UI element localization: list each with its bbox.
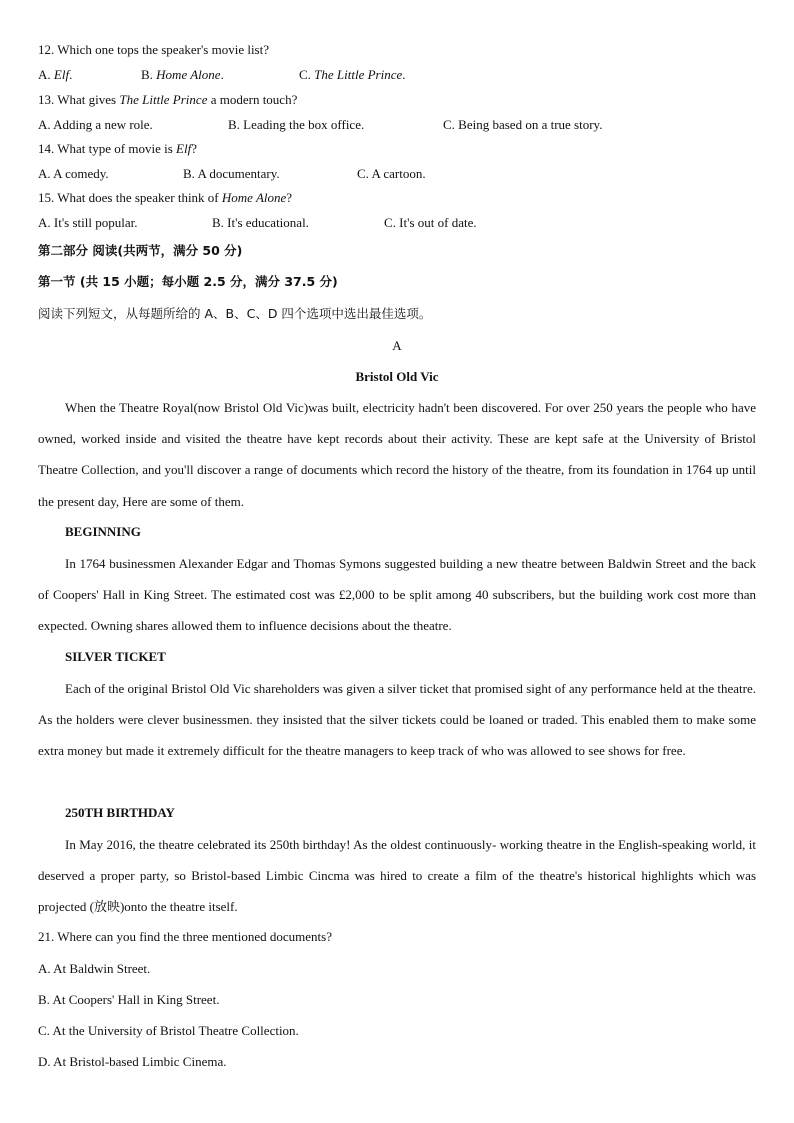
q13-option-b: B. Leading the box office.: [228, 117, 365, 132]
paragraph-silver-ticket: Each of the original Bristol Old Vic shareholders was given a silver ticket that promised sight of any performance held at the theatre. As the holders were clever businessmen. they insisted that the silver tickets could be loaned or traded. This enabled them to make some extra money but made it extremely difficult for the theatre managers to keep track of who was allowed to see shows for free.: [38, 681, 756, 759]
q21-stem: 21. Where can you find the three mentioned documents?: [38, 929, 332, 944]
paragraph-250th-birthday: In May 2016, the theatre celebrated its 250th birthday! As the oldest continuously- working theatre in the English-speaking world, it deserved a proper party, so Bristol-based Limbic Cincma was hired to create a film of the theatre's historical highlights which was projected (放映)onto the theatre itself.: [38, 837, 756, 915]
q13-option-a: A. Adding a new role.: [38, 117, 153, 132]
q14-option-a: A. A comedy.: [38, 166, 109, 181]
q13-option-c: C. Being based on a true story.: [443, 117, 603, 132]
q13-stem: 13. What gives The Little Prince a modern touch?: [38, 92, 298, 107]
q21-option-a: A. At Baldwin Street.: [38, 961, 151, 976]
reading-instruction: 阅读下列短文，从每题所给的 A、B、C、D 四个选项中选出最佳选项。: [38, 306, 432, 321]
q15-option-b: B. It's educational.: [212, 215, 309, 230]
q14-option-b: B. A documentary.: [183, 166, 280, 181]
q15-option-c: C. It's out of date.: [384, 215, 477, 230]
q14-option-c: C. A cartoon.: [357, 166, 426, 181]
q15-option-a: A. It's still popular.: [38, 215, 138, 230]
section1-heading: 第一节 (共 15 小题；每小题 2.5 分，满分 37.5 分): [38, 274, 338, 289]
passage-intro: When the Theatre Royal(now Bristol Old Vic)was built, electricity hadn't been discovered. For over 250 years the people who have owned, worked inside and visited the theatre have kept records about their activity. These are kept safe at the University of Bristol Theatre Collection, and you'll discover a range of documents which record the history of the theatre, from its foundation in 1764 up until the present day, Here are some of them.: [38, 400, 756, 509]
passage-title: Bristol Old Vic: [355, 369, 439, 384]
q12-option-a: A. Elf.: [38, 67, 73, 82]
q21-option-d: D. At Bristol-based Limbic Cinema.: [38, 1054, 227, 1069]
q14-stem: 14. What type of movie is Elf?: [38, 141, 197, 156]
q21-option-c: C. At the University of Bristol Theatre Collection.: [38, 1023, 299, 1038]
paragraph-beginning: In 1764 businessmen Alexander Edgar and Thomas Symons suggested building a new theatre between Baldwin Street and the back of Coopers' Hall in King Street. The estimated cost was £2,000 to be split among 40 subscribers, but the building work cost more than expected. Owning shares allowed them to influence decisions about the theatre.: [38, 556, 756, 634]
q21-option-b: B. At Coopers' Hall in King Street.: [38, 992, 220, 1007]
part2-heading: 第二部分 阅读(共两节，满分 50 分): [38, 243, 243, 258]
q12-stem: 12. Which one tops the speaker's movie list?: [38, 42, 269, 57]
section-heading-250th-birthday: 250TH BIRTHDAY: [65, 805, 175, 820]
section-heading-beginning: BEGINNING: [65, 524, 141, 539]
section-heading-silver-ticket: SILVER TICKET: [65, 649, 166, 664]
q12-option-b: B. Home Alone.: [141, 67, 224, 82]
passage-letter: A: [392, 338, 402, 353]
q15-stem: 15. What does the speaker think of Home Alone?: [38, 190, 293, 205]
q12-option-c: C. The Little Prince.: [299, 67, 406, 82]
